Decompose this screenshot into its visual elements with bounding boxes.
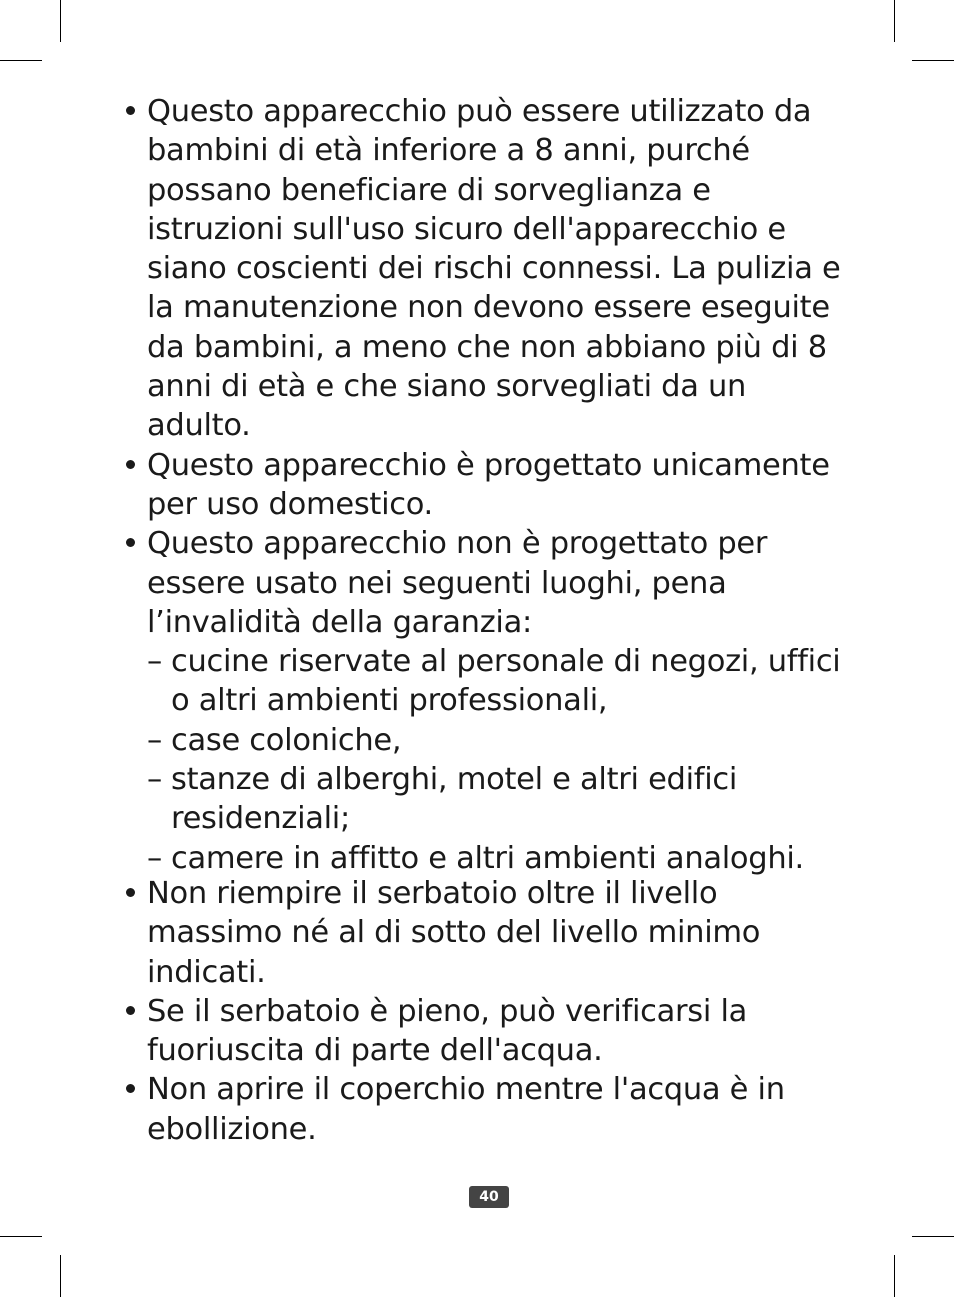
- page-number-badge: 40: [469, 1186, 509, 1208]
- sub-list-item: [124, 642, 852, 721]
- bullet-dot-icon: [124, 992, 147, 1031]
- bullet-text: Non aprire il coperchio mentre l'acqua è in ebollizione.: [147, 1072, 785, 1147]
- bullet-text: Non riempire il serbatoio oltre il livello massimo né al di sotto del livello minimo indicati.: [147, 875, 761, 990]
- sub-list-item: [124, 760, 852, 839]
- crop-mark-bottom-right-vertical: [894, 1255, 895, 1297]
- bullet-dot-icon: [124, 92, 147, 131]
- crop-mark-top-left-vertical: [60, 0, 61, 42]
- dash-marker: –: [147, 644, 162, 680]
- sub-list-item: [124, 839, 852, 878]
- bullet-item: [124, 992, 852, 1071]
- sub-list-text: camere in affitto e altri ambienti analoghi.: [171, 840, 804, 876]
- bullet-text: Questo apparecchio è progettato unicamente per uso domestico.: [147, 447, 830, 522]
- sub-list-item: [124, 721, 852, 760]
- crop-mark-top-left-horizontal: [0, 60, 42, 61]
- sub-list-text: stanze di alberghi, motel e altri edifici residenziali;: [171, 762, 738, 837]
- bullet-text: Questo apparecchio non è progettato per essere usato nei seguenti luoghi, pena l’invalidità della garanzia:: [147, 526, 768, 640]
- bullet-text: Questo apparecchio può essere utilizzato da bambini di età inferiore a 8 anni, purché possano beneficiare di sorveglianza e istruzioni sull'uso sicuro dell'apparecchio e siano coscienti dei rischi connessi. La pulizia e la manutenzione non devono essere eseguite da bambini, a meno che non abbiano più di 8 anni di età e che siano sorvegliati da un adulto.: [147, 94, 841, 444]
- bullet-dot-icon: [124, 524, 147, 563]
- crop-mark-bottom-right-horizontal: [912, 1236, 954, 1237]
- crop-mark-bottom-left-horizontal: [0, 1236, 42, 1237]
- sub-list-text: cucine riservate al personale di negozi, uffici o altri ambienti professionali,: [171, 644, 841, 719]
- sub-list-text: case coloniche,: [171, 722, 402, 758]
- crop-mark-top-right-vertical: [894, 0, 895, 42]
- bullet-item: [124, 92, 852, 446]
- bullet-item: [124, 446, 852, 525]
- safety-instructions: [124, 92, 852, 1149]
- bullet-dot-icon: [124, 874, 147, 913]
- bullet-dot-icon: [124, 446, 147, 485]
- dash-marker: –: [147, 762, 162, 798]
- crop-mark-top-right-horizontal: [912, 60, 954, 61]
- bullet-text: Se il serbatoio è pieno, può verificarsi la fuoriuscita di parte dell'acqua.: [147, 993, 748, 1069]
- bullet-dot-icon: [124, 1070, 147, 1109]
- bullet-item: [124, 524, 852, 642]
- crop-mark-bottom-left-vertical: [60, 1255, 61, 1297]
- dash-marker: –: [147, 722, 162, 758]
- dash-marker: –: [147, 840, 162, 876]
- bullet-item: [124, 874, 852, 992]
- bullet-item: [124, 1070, 852, 1149]
